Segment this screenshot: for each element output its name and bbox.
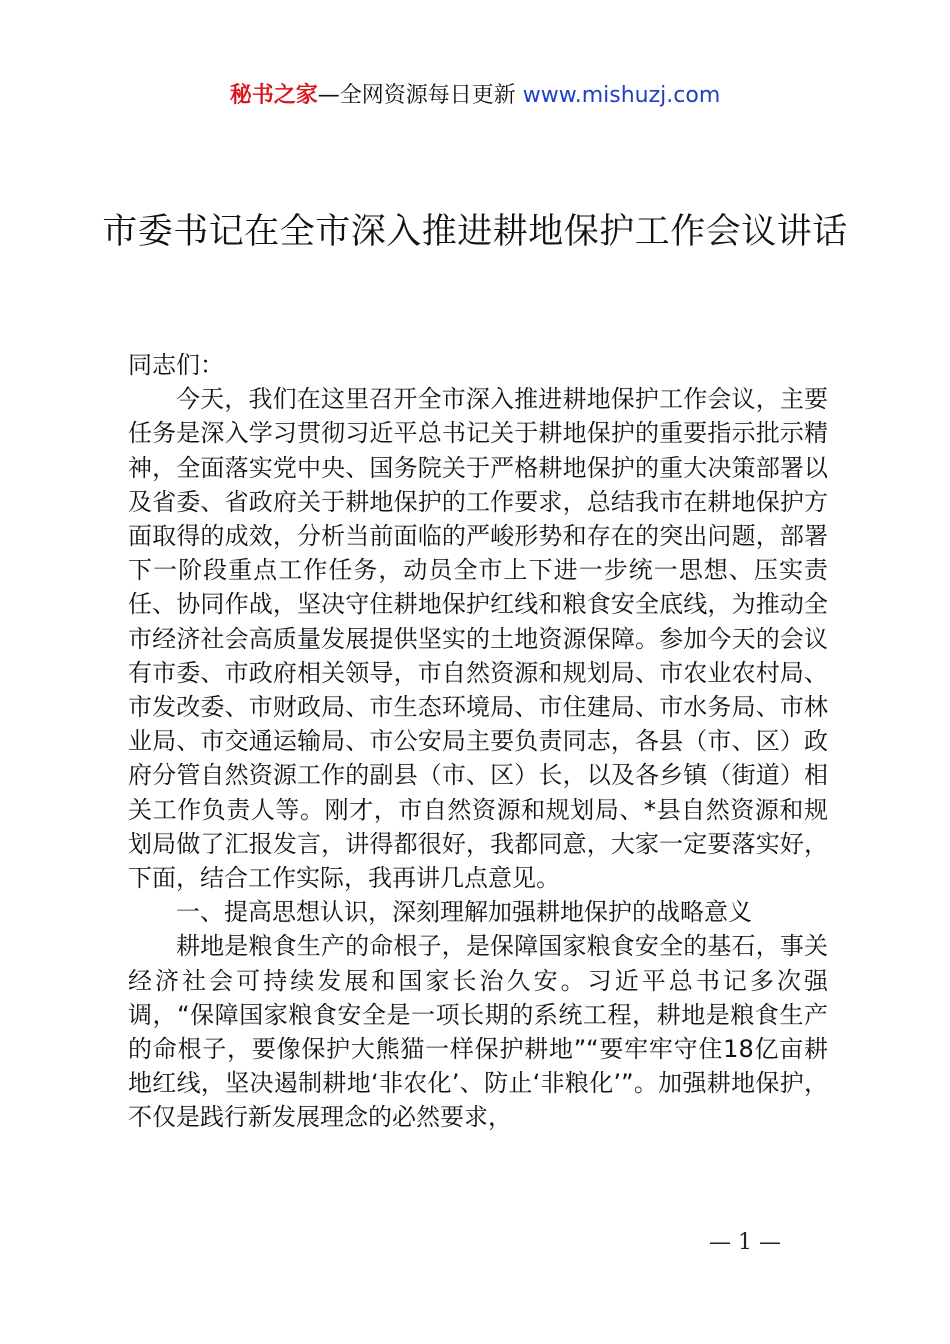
document-title: 市委书记在全市深入推进耕地保护工作会议讲话 [102, 212, 848, 252]
brand-name: 秘书之家 [229, 83, 318, 108]
document-body [128, 348, 828, 1135]
website-link[interactable]: www.mishuzj.com [522, 83, 721, 108]
site-header [0, 80, 950, 112]
section-heading-1: 一、提高思想认识，深刻理解加强耕地保护的战略意义 [176, 898, 752, 927]
paragraph-section-1: 耕地是粮食生产的命根子，是保障国家粮食安全的基石，事关经济社会可持续发展和国家长治久安。习近平总书记多次强调，“保障国家粮食安全是一项长期的系统工程，耕地是粮食生产的命根子，要像保护大熊猫一样保护耕地”“要牢牢守住18亿亩耕地红线，坚决遏制耕地‘非农化’、防止‘非粮化’”。加强耕地保护，不仅是践行新发展理念的必然要求， [128, 932, 828, 1132]
salutation: 同志们： [128, 351, 224, 379]
page-number: — 1 — [709, 1230, 781, 1255]
header-tagline: —全网资源每日更新 [317, 83, 523, 108]
paragraph-intro: 今天，我们在这里召开全市深入推进耕地保护工作会议，主要任务是深入学习贯彻习近平总书记关于耕地保护的重要指示批示精神，全面落实党中央、国务院关于严格耕地保护的重大决策部署以及省委、省政府关于耕地保护的工作要求，总结我市在耕地保护方面取得的成效，分析当前面临的严峻形势和存在的突出问题，部署下一阶段重点工作任务，动员全市上下进一步统一思想、压实责任、协同作战，坚决守住耕地保护红线和粮食安全底线，为推动全市经济社会高质量发展提供坚实的土地资源保障。参加今天的会议有市委、市政府相关领导，市自然资源和规划局、市农业农村局、市发改委、市财政局、市生态环境局、市住建局、市水务局、市林业局、市交通运输局、市公安局主要负责同志，各县（市、区）政府分管自然资源工作的副县（市、区）长，以及各乡镇（街道）相关工作负责人等。刚才，市自然资源和规划局、*县自然资源和规划局做了汇报发言，讲得都很好，我都同意，大家一定要落实好，下面，结合工作实际，我再讲几点意见。 [128, 385, 828, 893]
